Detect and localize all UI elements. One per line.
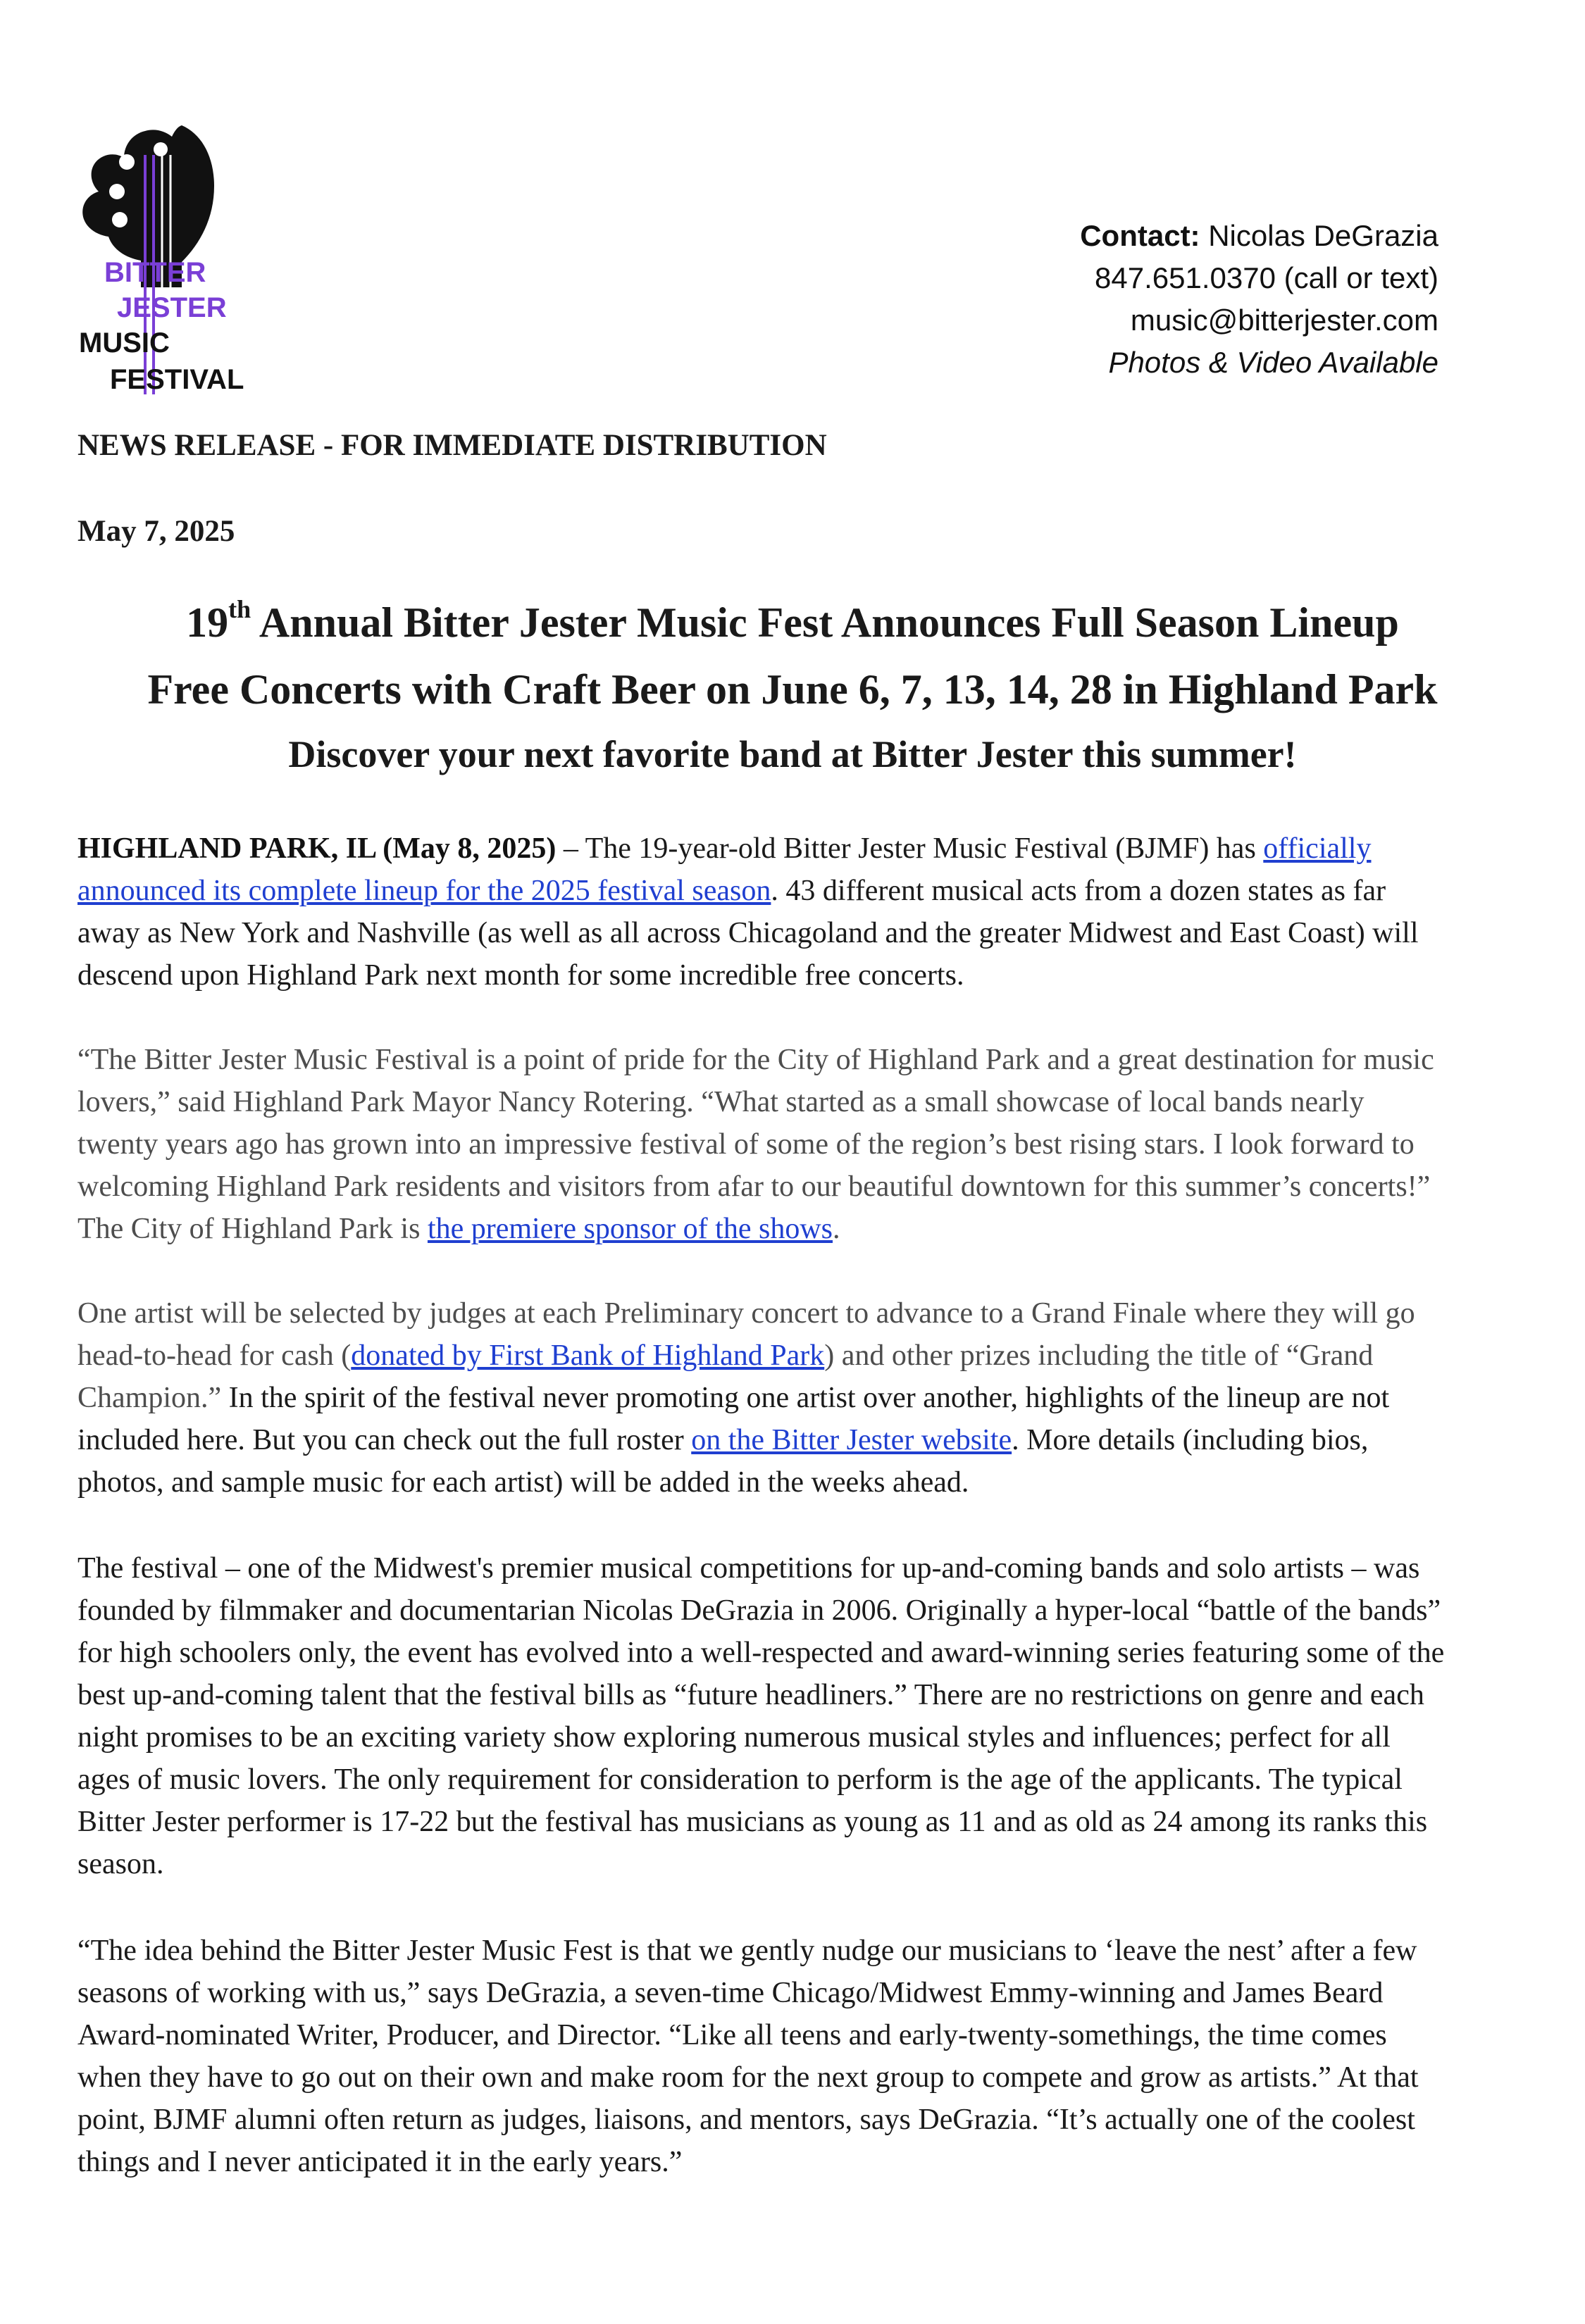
headline-title: Annual Bitter Jester Music Fest Announces Full Season Lineup <box>251 599 1399 646</box>
logo-graphic <box>76 113 244 401</box>
p2-text-b: . <box>833 1213 840 1245</box>
premiere-sponsor-link[interactable]: the premiere sponsor of the shows <box>427 1213 833 1245</box>
body-paragraph-4: The festival – one of the Midwest's premier musical competitions for up-and-coming bands and solo artists – was founded by filmmaker and documentarian Nicolas DeGrazia in 2006. Originally a hyper-local “battle of the bands” for high schoolers only, the event has evolved into a well-respected and award-winning series featuring some of the best up-and-coming talent that the festival bills as “future headliners.” There are no restrictions on genre and each night promises to be an exciting variety show exploring numerous musical styles and influences; perfect for all ages of music lovers. The only requirement for consideration to perform is the age of the applicants. The typical Bitter Jester performer is 17-22 but the festival has musicians as young as 11 and as old as 24 among its ranks this season. <box>77 1552 1445 1880</box>
p3-text-d: . More details (including bios, photos, and sample music for each artist) will be added in the weeks ahead. <box>77 1424 1369 1499</box>
first-bank-link[interactable]: donated by First Bank of Highland Park <box>351 1339 825 1372</box>
release-line: NEWS RELEASE - FOR IMMEDIATE DISTRIBUTION <box>77 429 827 462</box>
headline-ordinal-suffix: th <box>228 595 251 623</box>
headline-line-1 <box>0 595 1585 647</box>
logo-word-bitter: BITTER <box>104 257 206 288</box>
logo-word-jester: JESTER <box>117 292 227 323</box>
p3-text-a: One artist will be selected by judges at each Preliminary concert to advance to a Grand Finale where they will go head-to-head for cash ( <box>77 1297 1415 1372</box>
headline-line-3: Discover your next favorite band at Bitter Jester this summer! <box>288 733 1297 775</box>
logo-word-music: MUSIC <box>79 327 170 358</box>
contact-phone: 847.651.0370 (call or text) <box>1095 261 1438 294</box>
headline-line-2: Free Concerts with Craft Beer on June 6, 7, 13, 14, 28 in Highland Park <box>147 666 1438 713</box>
p1-text-b: . 43 different musical acts from a dozen states as far away as New York and Nashville (as well as all across Chicagoland and the greater Midwest and East Coast) will descend upon Highland Park next month for some incredible free concerts. <box>77 875 1419 992</box>
release-date: May 7, 2025 <box>77 515 235 548</box>
contact-email[interactable]: music@bitterjester.com <box>1130 304 1438 337</box>
bitter-jester-website-link[interactable]: on the Bitter Jester website <box>691 1424 1012 1456</box>
p2-text-a: “The Bitter Jester Music Festival is a point of pride for the City of Highland Park and a great destination for music lovers,” said Highland Park Mayor Nancy Rotering. “What started as a small showcase of local bands nearly twenty years ago has grown into an impressive festival of some of the region’s best rising stars. I look forward to welcoming Highland Park residents and visitors from afar to our beautiful downtown for this summer’s concerts!” The City of Highland Park is <box>77 1044 1434 1245</box>
body-paragraph-5: “The idea behind the Bitter Jester Music Fest is that we gently nudge our musicians to ‘leave the nest’ after a few seasons of working with us,” says DeGrazia, a seven-time Chicago/Midwest Emmy-winning and James Beard Award-nominated Writer, Producer, and Director. “Like all teens and early-twenty-somethings, the time comes when they have to go out on their own and make room for the next group to compete and grow as artists.” At that point, BJMF alumni often return as judges, liaisons, and mentors, says DeGrazia. “It’s actually one of the coolest things and I never anticipated it in the early years.” <box>77 1935 1419 2178</box>
media-availability: Photos & Video Available <box>1108 346 1438 379</box>
p3-text-b: ) and other prizes including the title of “Grand Champion.” <box>77 1339 1374 1414</box>
lineup-announcement-link[interactable]: officially announced its complete lineup for the 2025 festival season <box>77 832 1372 907</box>
logo-word-festival: FESTIVAL <box>110 364 244 395</box>
body-paragraph-1 <box>77 827 1448 997</box>
contact-block <box>1080 215 1438 384</box>
body-paragraph-3 <box>77 1292 1448 1504</box>
contact-label: Contact: <box>1080 219 1200 252</box>
bitter-jester-logo <box>76 113 244 401</box>
headline-ordinal: 19 <box>186 599 229 646</box>
dateline: HIGHLAND PARK, IL (May 8, 2025) <box>77 832 557 865</box>
contact-line <box>1080 215 1438 257</box>
body-paragraph-2 <box>77 1039 1448 1250</box>
p3-text-c: In the spirit of the festival never promoting one artist over another, highlights of the lineup are not included here. But you can check out the full roster <box>77 1382 1390 1456</box>
p1-text-a: – The 19-year-old Bitter Jester Music Festival (BJMF) has <box>556 832 1264 865</box>
contact-name: Nicolas DeGrazia <box>1208 219 1438 252</box>
